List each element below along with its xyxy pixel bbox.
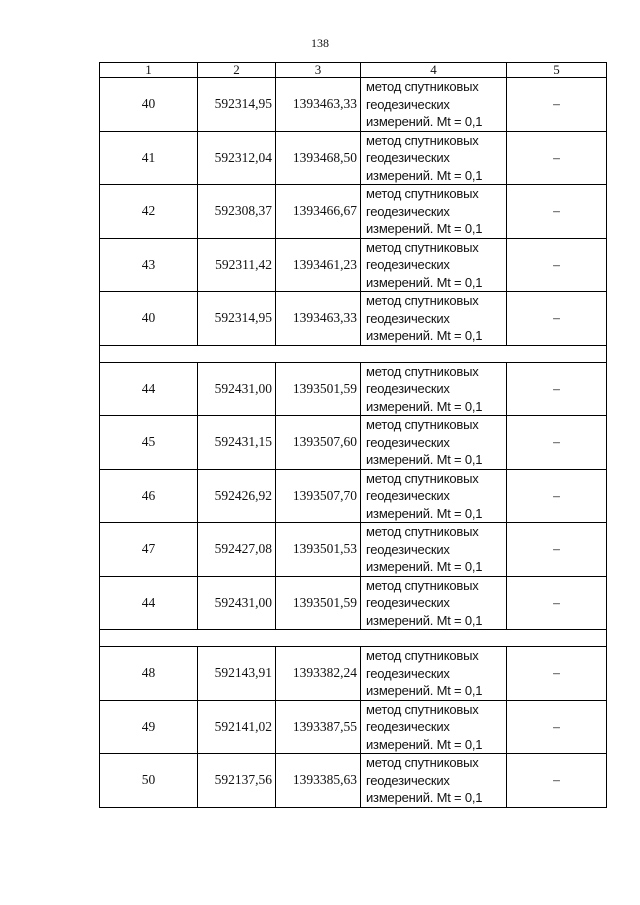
method-cell: [361, 292, 507, 346]
y-coordinate-cell: 1393501,59: [276, 576, 361, 630]
x-coordinate-cell: 592137,56: [198, 754, 276, 808]
method-line: измерений. Mt = 0,1: [366, 328, 483, 343]
method-line: метод спутниковых: [366, 293, 479, 308]
method-line: метод спутниковых: [366, 524, 479, 539]
point-number-cell: 45: [100, 416, 198, 470]
table-row: [100, 754, 607, 808]
x-coordinate-cell: 592426,92: [198, 469, 276, 523]
method-line: метод спутниковых: [366, 577, 479, 593]
y-coordinate-cell: 1393501,53: [276, 523, 361, 577]
x-coordinate-cell: 592308,37: [198, 185, 276, 239]
x-coordinate-cell: 592427,08: [198, 523, 276, 577]
point-number-cell: 48: [100, 647, 198, 701]
y-coordinate-cell: 1393382,24: [276, 647, 361, 701]
description-cell: –: [507, 362, 607, 416]
point-number-cell: 44: [100, 362, 198, 416]
method-line: геодезических: [366, 203, 450, 219]
y-coordinate-cell: 1393507,70: [276, 469, 361, 523]
method-line: геодезических: [366, 96, 450, 112]
point-number-cell: 49: [100, 700, 198, 754]
x-coordinate-cell: 592431,15: [198, 416, 276, 470]
y-coordinate-cell: 1393463,33: [276, 78, 361, 132]
table-row: [100, 78, 607, 132]
method-line: метод спутниковых: [366, 701, 479, 717]
method-line: геодезических: [366, 665, 450, 681]
method-line: измерений. Mt = 0,1: [366, 274, 483, 290]
table-row: [100, 362, 607, 416]
method-line: геодезических: [366, 381, 450, 396]
method-cell: [361, 523, 507, 577]
point-number-cell: 43: [100, 238, 198, 292]
method-line: геодезических: [366, 257, 450, 272]
method-line: геодезических: [366, 488, 450, 503]
y-coordinate-cell: 1393501,59: [276, 362, 361, 416]
method-line: геодезических: [366, 595, 450, 610]
page-number: 138: [311, 36, 329, 50]
method-cell: [361, 362, 507, 416]
description-cell: –: [507, 238, 607, 292]
method-cell: [361, 754, 507, 808]
x-coordinate-cell: 592314,95: [198, 292, 276, 346]
method-cell: [361, 238, 507, 292]
description-cell: –: [507, 576, 607, 630]
point-number-cell: 41: [100, 131, 198, 185]
table-row: [100, 292, 607, 346]
description-cell: –: [507, 185, 607, 239]
method-cell: [361, 78, 507, 132]
group-separator-cell: [100, 345, 607, 362]
method-line: метод спутниковых: [366, 470, 479, 486]
description-cell: –: [507, 700, 607, 754]
method-line: измерений. Mt = 0,1: [366, 559, 483, 574]
method-line: геодезических: [366, 150, 450, 165]
table-row: [100, 647, 607, 701]
description-cell: –: [507, 292, 607, 346]
table-row: [100, 523, 607, 577]
table-body: [100, 78, 607, 808]
method-line: измерений. Mt = 0,1: [366, 736, 483, 752]
method-line: метод спутниковых: [366, 363, 479, 379]
method-line: геодезических: [366, 434, 450, 450]
method-line: метод спутниковых: [366, 239, 479, 255]
method-line: геодезических: [366, 541, 450, 557]
y-coordinate-cell: 1393507,60: [276, 416, 361, 470]
method-line: измерений. Mt = 0,1: [366, 167, 483, 183]
table-row: [100, 185, 607, 239]
table-row: [100, 700, 607, 754]
method-line: измерений. Mt = 0,1: [366, 612, 483, 628]
point-number-cell: 46: [100, 469, 198, 523]
method-cell: [361, 469, 507, 523]
group-separator-row: [100, 630, 607, 647]
x-coordinate-cell: 592311,42: [198, 238, 276, 292]
point-number-cell: 42: [100, 185, 198, 239]
table-row: [100, 131, 607, 185]
table-row: [100, 416, 607, 470]
y-coordinate-cell: 1393466,67: [276, 185, 361, 239]
method-line: измерений. Mt = 0,1: [366, 221, 483, 236]
y-coordinate-cell: 1393385,63: [276, 754, 361, 808]
method-line: геодезических: [366, 310, 450, 326]
method-line: измерений. Mt = 0,1: [366, 452, 483, 467]
method-line: метод спутниковых: [366, 79, 479, 94]
description-cell: –: [507, 647, 607, 701]
method-cell: [361, 131, 507, 185]
description-cell: –: [507, 78, 607, 132]
method-line: измерений. Mt = 0,1: [366, 114, 483, 129]
y-coordinate-cell: 1393387,55: [276, 700, 361, 754]
x-coordinate-cell: 592143,91: [198, 647, 276, 701]
group-separator-cell: [100, 630, 607, 647]
method-cell: [361, 576, 507, 630]
table-row: [100, 469, 607, 523]
method-line: метод спутниковых: [366, 755, 479, 770]
method-line: метод спутниковых: [366, 648, 479, 663]
table-row: [100, 238, 607, 292]
description-cell: –: [507, 469, 607, 523]
coordinates-table: [99, 62, 607, 808]
method-cell: [361, 647, 507, 701]
method-cell: [361, 700, 507, 754]
x-coordinate-cell: 592141,02: [198, 700, 276, 754]
group-separator-row: [100, 345, 607, 362]
table-row: [100, 576, 607, 630]
point-number-cell: 47: [100, 523, 198, 577]
method-line: измерений. Mt = 0,1: [366, 790, 483, 805]
x-coordinate-cell: 592314,95: [198, 78, 276, 132]
header-row: [100, 63, 607, 78]
header-col-5: 5: [507, 63, 607, 78]
description-cell: –: [507, 754, 607, 808]
method-line: метод спутниковых: [366, 132, 479, 148]
header-col-2: 2: [198, 63, 276, 78]
method-line: измерений. Mt = 0,1: [366, 683, 483, 698]
y-coordinate-cell: 1393461,23: [276, 238, 361, 292]
y-coordinate-cell: 1393468,50: [276, 131, 361, 185]
method-line: измерений. Mt = 0,1: [366, 505, 483, 521]
method-line: геодезических: [366, 772, 450, 788]
description-cell: –: [507, 131, 607, 185]
method-line: метод спутниковых: [366, 186, 479, 201]
header-col-1: 1: [100, 63, 198, 78]
method-line: метод спутниковых: [366, 417, 479, 432]
point-number-cell: 40: [100, 292, 198, 346]
method-line: измерений. Mt = 0,1: [366, 398, 483, 414]
y-coordinate-cell: 1393463,33: [276, 292, 361, 346]
header-col-3: 3: [276, 63, 361, 78]
method-line: геодезических: [366, 719, 450, 734]
x-coordinate-cell: 592431,00: [198, 362, 276, 416]
point-number-cell: 50: [100, 754, 198, 808]
x-coordinate-cell: 592312,04: [198, 131, 276, 185]
description-cell: –: [507, 416, 607, 470]
method-cell: [361, 185, 507, 239]
description-cell: –: [507, 523, 607, 577]
header-col-4: 4: [361, 63, 507, 78]
point-number-cell: 44: [100, 576, 198, 630]
method-cell: [361, 416, 507, 470]
x-coordinate-cell: 592431,00: [198, 576, 276, 630]
point-number-cell: 40: [100, 78, 198, 132]
